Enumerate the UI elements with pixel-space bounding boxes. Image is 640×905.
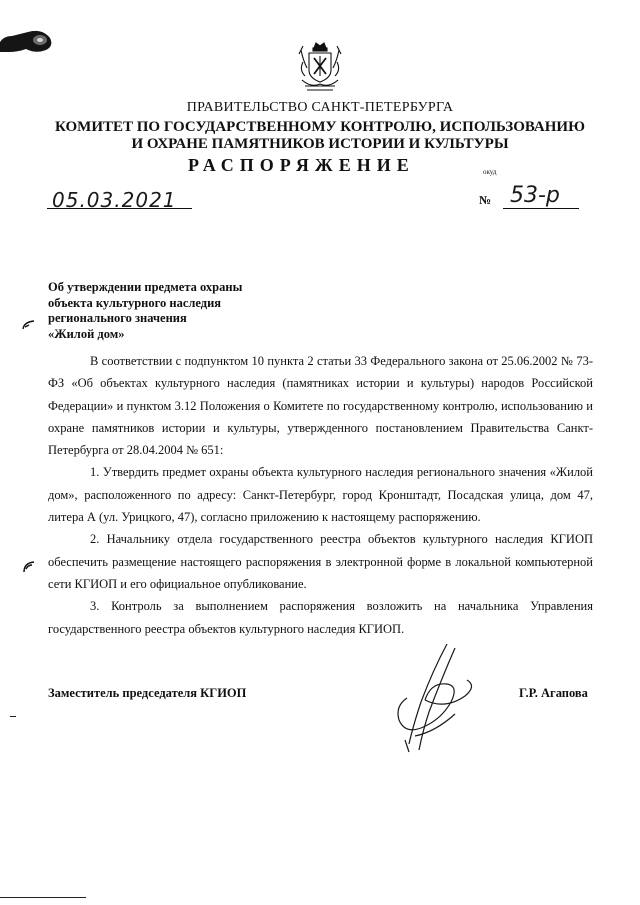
date-underline (47, 208, 192, 209)
body-intro: В соответствии с подпунктом 10 пункта 2 статьи 33 Федерального закона от 25.06.2002 № 73-ФЗ «Об объектах культурного наследия (памятниках истории и культуры) народов Российской Федерации» и пунктом 3.12 Положения о Комитете по государственному контролю, использованию и охране памятников истории и культуры, утвержденного постановлением Правительства Санкт-Петербурга от 28.04.2004 № 651: (48, 354, 593, 458)
government-name: ПРАВИТЕЛЬСТВО САНКТ-ПЕТЕРБУРГА (186, 100, 454, 115)
document-body (48, 350, 593, 640)
subject-line: «Жилой дом» (48, 326, 125, 341)
subject-line: Об утверждении предмета охраны (48, 280, 243, 294)
number-underline (503, 208, 579, 209)
subject-line: регионального значения (48, 311, 187, 325)
body-item-3: 3. Контроль за выполнением распоряжения возложить на начальника Управления государственного реестра объектов культурного наследия КГИОП. (48, 599, 593, 636)
document-type: РАСПОРЯЖЕНИЕ (188, 155, 415, 175)
coat-of-arms-icon (297, 40, 343, 94)
committee-name-line2: И ОХРАНЕ ПАМЯТНИКОВ ИСТОРИИ И КУЛЬТУРЫ (131, 136, 509, 152)
document-subject (48, 280, 242, 342)
handwritten-signature (385, 640, 485, 755)
margin-mark-icon (22, 560, 36, 574)
body-item-2: 2. Начальнику отдела государственного реестра объектов культурного наследия КГИОП обеспечить размещение настоящего распоряжения в электронной форме в локальной компьютерной сети КГИОП и его официальное опубликование. (48, 532, 593, 591)
margin-mark-icon (22, 320, 36, 330)
document-date: 05.03.2021 (52, 188, 177, 212)
subject-line: объекта культурного наследия (48, 295, 222, 310)
signatory-name: Г.Р. Агапова (519, 686, 588, 700)
committee-name-line1: КОМИТЕТ ПО ГОСУДАРСТВЕННОМУ КОНТРОЛЮ, ИСПОЛЬЗОВАНИЮ (55, 119, 585, 135)
footnote-separator (0, 897, 86, 898)
signatory-position: Заместитель председателя КГИОП (48, 686, 247, 700)
body-item-1: 1. Утвердить предмет охраны объекта культурного наследия регионального значения «Жилой дом», расположенного по адресу: Санкт-Петербург, город Кронштадт, Посадская улица, дом 47, литера А (ул. Урицкого, 47), согласно приложению к настоящему распоряжению. (48, 465, 593, 525)
number-label: № (479, 193, 492, 207)
okud-label: окуд (483, 168, 497, 176)
corner-stamp-icon (0, 22, 56, 58)
margin-dash (10, 716, 16, 717)
document-number: 53-р (510, 183, 560, 208)
